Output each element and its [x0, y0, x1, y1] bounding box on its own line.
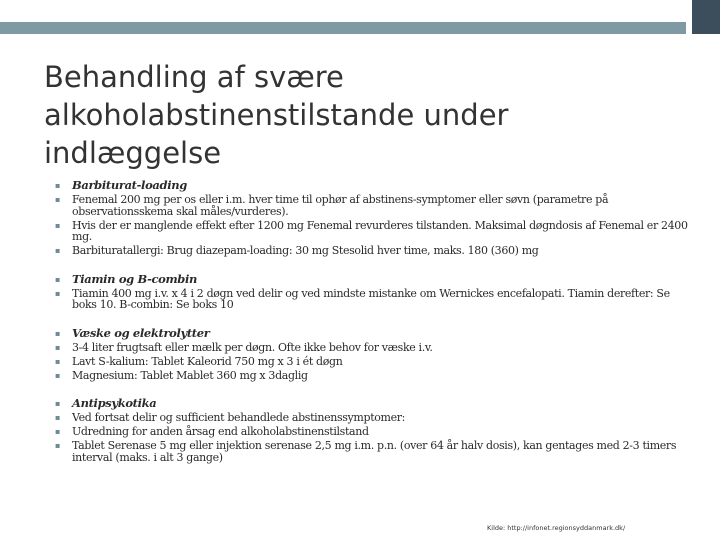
- bullet-icon: ▪: [55, 413, 61, 422]
- slide-title: Behandling af svære alkoholabstinenstilstande under indlæggelse: [44, 60, 509, 170]
- top-decoration: [0, 0, 720, 22]
- bullet-item: [55, 426, 695, 438]
- source-citation: Kilde: http://infonet.regionsyddanmark.dk/: [487, 524, 626, 532]
- bullet-icon: ▪: [55, 370, 61, 380]
- bullet-text: Antipsykotika: [72, 396, 157, 410]
- bullet-text: Barbiturat-loading: [72, 178, 187, 192]
- bullet-icon: ▪: [55, 195, 61, 204]
- bullet-group: [55, 398, 695, 463]
- bullet-text: Magnesium: Tablet Mablet 360 mg x 3daglig: [72, 368, 308, 382]
- bullet-text: Tiamin 400 mg i.v. x 4 i 2 døgn ved delir og ved mindste mistanke om Wernickes encefalopati. Tiamin derefter: Se boks 10. B-combin: Se boks 10: [72, 286, 670, 311]
- bullet-text: 3-4 liter frugtsaft eller mælk per døgn. Ofte ikke behov for væske i.v.: [72, 340, 433, 354]
- bullet-text: Væske og elektrolytter: [72, 325, 210, 340]
- bullet-item: [55, 194, 695, 217]
- bullet-text: Tiamin og B-combin: [72, 271, 198, 286]
- bullet-text: Ved fortsat delir og sufficient behandlede abstinenssymptomer:: [72, 411, 406, 424]
- bullet-icon: ▪: [55, 180, 61, 190]
- bullet-item: [55, 288, 695, 311]
- bullet-icon: ▪: [55, 288, 61, 298]
- bullet-item: [55, 356, 695, 368]
- bullet-icon: ▪: [55, 220, 61, 230]
- section-heading: [55, 325, 695, 340]
- bullet-text: Lavt S-kalium: Tablet Kaleorid 750 mg x 3 i ét døgn: [72, 354, 343, 368]
- bullet-icon: ▪: [55, 342, 61, 352]
- bullet-text: Udredning for anden årsag end alkoholabstinenstilstand: [72, 425, 369, 438]
- bullet-icon: ▪: [55, 356, 61, 366]
- bullet-icon: ▪: [55, 398, 61, 408]
- bullet-icon: ▪: [55, 246, 61, 255]
- bullet-item: [55, 245, 695, 257]
- section-heading: [55, 398, 695, 410]
- section-heading: [55, 180, 695, 192]
- header-corner-block: [692, 0, 720, 34]
- bullet-text: Tablet Serenase 5 mg eller injektion serenase 2,5 mg i.m. p.n. (over 64 år halv dosis), kan gentages med 2-3 timers interval (maks. i alt 3 gange): [72, 439, 677, 464]
- bullet-item: [55, 440, 695, 463]
- bullet-text: Hvis der er manglende effekt efter 1200 mg Fenemal revurderes tilstanden. Maksimal døgndosis af Fenemal er 2400 mg.: [72, 218, 688, 243]
- bullet-group: [55, 325, 695, 382]
- bullet-item: [55, 412, 695, 424]
- bullet-group: [55, 271, 695, 311]
- bullet-group: [55, 180, 695, 257]
- bullet-icon: ▪: [55, 427, 61, 436]
- section-heading: [55, 271, 695, 286]
- slide-content: [55, 180, 695, 480]
- bullet-item: [55, 370, 695, 382]
- bullet-text: Barbituratallergi: Brug diazepam-loading: 30 mg Stesolid hver time, maks. 180 (360) mg: [72, 244, 539, 257]
- bullet-icon: ▪: [55, 441, 61, 450]
- bullet-icon: ▪: [55, 273, 61, 284]
- header-accent-bar: [0, 22, 686, 34]
- bullet-icon: ▪: [55, 327, 61, 338]
- bullet-item: [55, 342, 695, 354]
- bullet-text: Fenemal 200 mg per os eller i.m. hver time til ophør af abstinens-symptomer eller søvn (parametre på observationsskema skal måles/vurderes).: [72, 193, 609, 218]
- bullet-item: [55, 220, 695, 243]
